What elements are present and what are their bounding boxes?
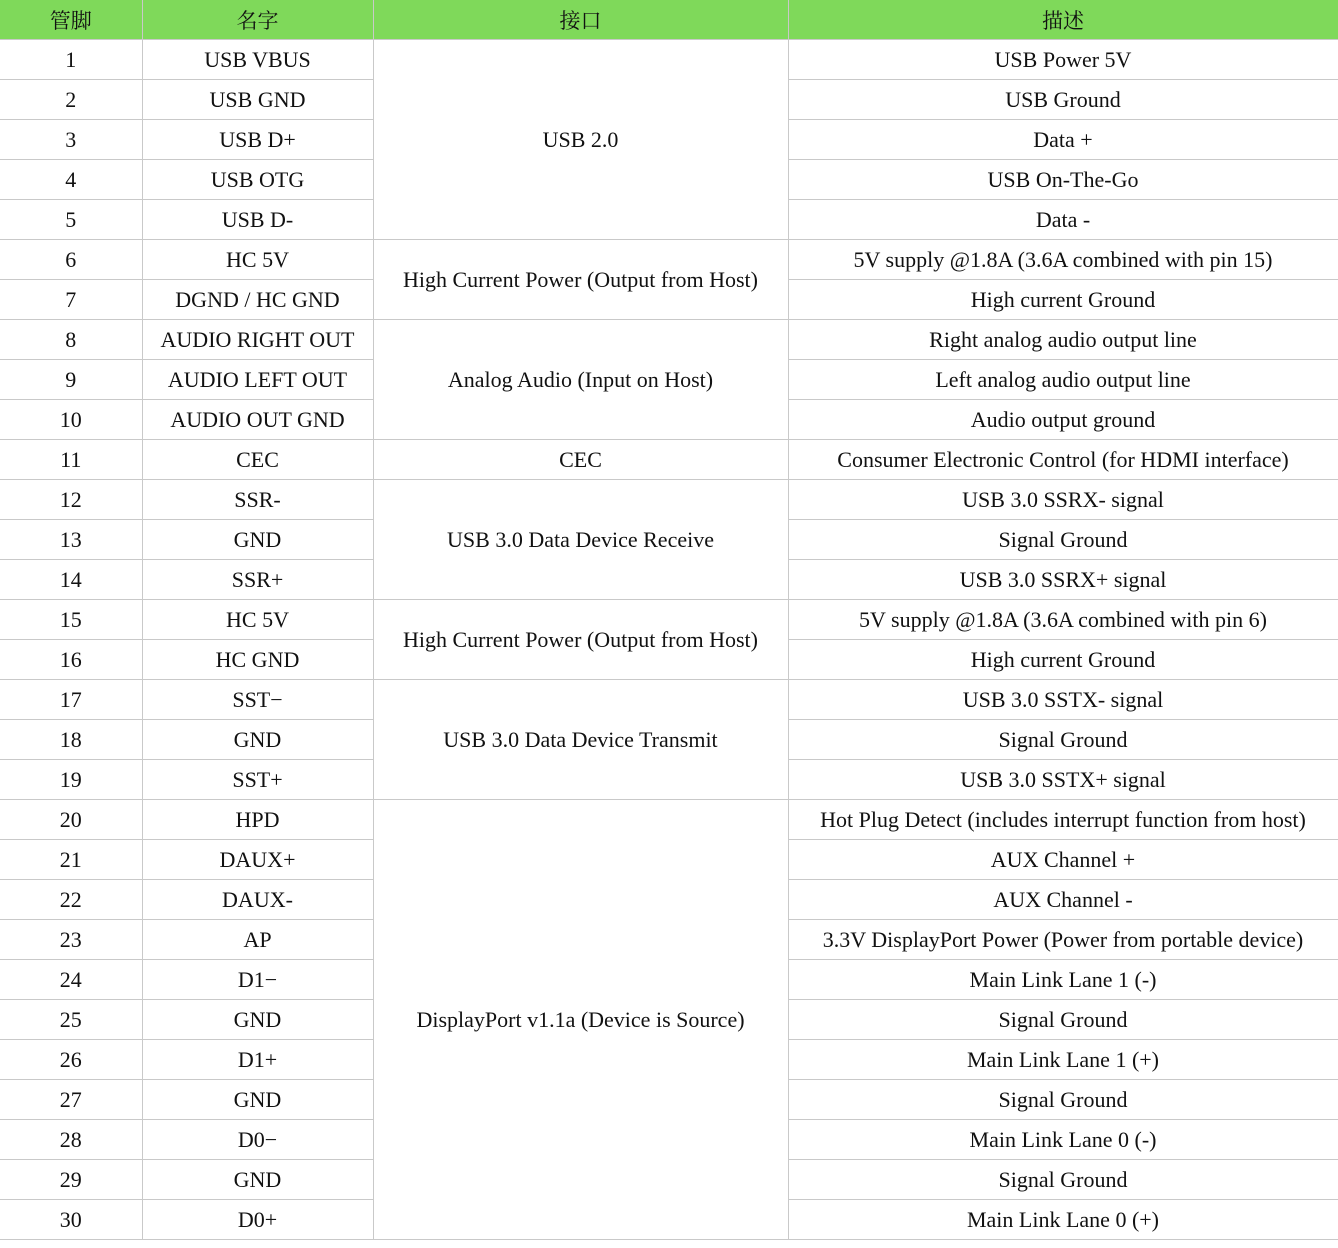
pin-number: 2	[0, 80, 142, 120]
pin-number: 11	[0, 440, 142, 480]
pin-description: USB On-The-Go	[788, 160, 1338, 200]
pin-description: Audio output ground	[788, 400, 1338, 440]
pin-description: Signal Ground	[788, 520, 1338, 560]
pin-name: GND	[142, 520, 373, 560]
pin-description: Consumer Electronic Control (for HDMI interface)	[788, 440, 1338, 480]
table-row	[0, 600, 1338, 640]
pin-number: 26	[0, 1040, 142, 1080]
pin-name: D0−	[142, 1120, 373, 1160]
pin-name: GND	[142, 1160, 373, 1200]
pin-description: Data +	[788, 120, 1338, 160]
interface-cell: High Current Power (Output from Host)	[373, 240, 788, 320]
interface-cell: USB 2.0	[373, 40, 788, 240]
header-interface: 接口	[373, 0, 788, 40]
pin-number: 21	[0, 840, 142, 880]
pin-number: 1	[0, 40, 142, 80]
pin-number: 5	[0, 200, 142, 240]
table-row	[0, 680, 1338, 720]
pin-name: HPD	[142, 800, 373, 840]
pin-description: Left analog audio output line	[788, 360, 1338, 400]
pin-number: 18	[0, 720, 142, 760]
pin-number: 8	[0, 320, 142, 360]
pin-number: 22	[0, 880, 142, 920]
pin-number: 25	[0, 1000, 142, 1040]
pin-name: USB D+	[142, 120, 373, 160]
pin-number: 19	[0, 760, 142, 800]
pin-description: 5V supply @1.8A (3.6A combined with pin 6)	[788, 600, 1338, 640]
pin-number: 12	[0, 480, 142, 520]
pin-name: SSR+	[142, 560, 373, 600]
table-row	[0, 320, 1338, 360]
interface-cell: DisplayPort v1.1a (Device is Source)	[373, 800, 788, 1240]
pin-description: High current Ground	[788, 640, 1338, 680]
table-row	[0, 480, 1338, 520]
pin-name: AUDIO RIGHT OUT	[142, 320, 373, 360]
pin-number: 24	[0, 960, 142, 1000]
pin-name: GND	[142, 1080, 373, 1120]
pin-description: Main Link Lane 1 (+)	[788, 1040, 1338, 1080]
pin-description: Hot Plug Detect (includes interrupt function from host)	[788, 800, 1338, 840]
pin-number: 9	[0, 360, 142, 400]
pin-number: 28	[0, 1120, 142, 1160]
pin-name: DGND / HC GND	[142, 280, 373, 320]
pin-description: Signal Ground	[788, 720, 1338, 760]
pin-name: HC GND	[142, 640, 373, 680]
pin-name: AUDIO OUT GND	[142, 400, 373, 440]
table-row	[0, 40, 1338, 80]
pin-name: USB VBUS	[142, 40, 373, 80]
pin-name: USB OTG	[142, 160, 373, 200]
pin-description: USB 3.0 SSTX+ signal	[788, 760, 1338, 800]
pin-name: GND	[142, 720, 373, 760]
pin-name: SST−	[142, 680, 373, 720]
pin-number: 17	[0, 680, 142, 720]
pin-name: GND	[142, 1000, 373, 1040]
pin-description: AUX Channel +	[788, 840, 1338, 880]
header-description: 描述	[788, 0, 1338, 40]
pin-description: 5V supply @1.8A (3.6A combined with pin 15)	[788, 240, 1338, 280]
pin-description: USB Power 5V	[788, 40, 1338, 80]
pin-number: 23	[0, 920, 142, 960]
pin-name: SSR-	[142, 480, 373, 520]
pin-description: Right analog audio output line	[788, 320, 1338, 360]
pin-description: Signal Ground	[788, 1080, 1338, 1120]
pin-number: 20	[0, 800, 142, 840]
pinout-body	[0, 40, 1338, 1240]
pin-description: Main Link Lane 1 (-)	[788, 960, 1338, 1000]
pin-description: Signal Ground	[788, 1160, 1338, 1200]
pin-number: 15	[0, 600, 142, 640]
pin-name: USB GND	[142, 80, 373, 120]
pin-description: USB 3.0 SSTX- signal	[788, 680, 1338, 720]
interface-cell: USB 3.0 Data Device Transmit	[373, 680, 788, 800]
pin-name: D1−	[142, 960, 373, 1000]
table-row	[0, 800, 1338, 840]
pin-number: 16	[0, 640, 142, 680]
pin-number: 14	[0, 560, 142, 600]
pin-name: HC 5V	[142, 240, 373, 280]
table-row	[0, 240, 1338, 280]
pin-number: 10	[0, 400, 142, 440]
interface-cell: High Current Power (Output from Host)	[373, 600, 788, 680]
header-row	[0, 0, 1338, 40]
pin-name: SST+	[142, 760, 373, 800]
interface-cell: USB 3.0 Data Device Receive	[373, 480, 788, 600]
header-pin: 管脚	[0, 0, 142, 40]
pin-description: 3.3V DisplayPort Power (Power from portable device)	[788, 920, 1338, 960]
interface-cell: Analog Audio (Input on Host)	[373, 320, 788, 440]
pin-number: 30	[0, 1200, 142, 1240]
pin-name: HC 5V	[142, 600, 373, 640]
pin-description: USB 3.0 SSRX- signal	[788, 480, 1338, 520]
pin-number: 4	[0, 160, 142, 200]
header-name: 名字	[142, 0, 373, 40]
pin-description: AUX Channel -	[788, 880, 1338, 920]
pin-description: Main Link Lane 0 (-)	[788, 1120, 1338, 1160]
pin-number: 7	[0, 280, 142, 320]
pin-name: CEC	[142, 440, 373, 480]
pin-number: 13	[0, 520, 142, 560]
pin-number: 29	[0, 1160, 142, 1200]
pin-number: 6	[0, 240, 142, 280]
interface-cell: CEC	[373, 440, 788, 480]
pin-name: DAUX+	[142, 840, 373, 880]
pin-description: Signal Ground	[788, 1000, 1338, 1040]
pin-name: D1+	[142, 1040, 373, 1080]
pin-description: Data -	[788, 200, 1338, 240]
pin-name: AP	[142, 920, 373, 960]
pin-number: 3	[0, 120, 142, 160]
pin-description: USB 3.0 SSRX+ signal	[788, 560, 1338, 600]
pin-name: USB D-	[142, 200, 373, 240]
pin-name: DAUX-	[142, 880, 373, 920]
pin-name: AUDIO LEFT OUT	[142, 360, 373, 400]
pin-description: High current Ground	[788, 280, 1338, 320]
pin-description: USB Ground	[788, 80, 1338, 120]
table-row	[0, 440, 1338, 480]
pin-number: 27	[0, 1080, 142, 1120]
pin-description: Main Link Lane 0 (+)	[788, 1200, 1338, 1240]
pin-name: D0+	[142, 1200, 373, 1240]
